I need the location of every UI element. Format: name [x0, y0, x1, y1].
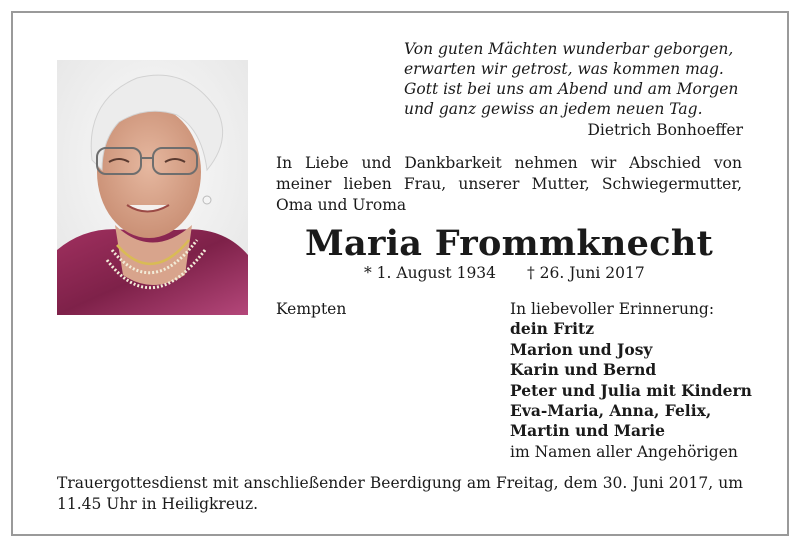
family-member: Peter und Julia mit Kindern: [510, 380, 752, 400]
service-info: Trauergottesdienst mit anschließender Beerdigung am Freitag, dem 30. Juni 2017, um 11.45 Uhr in Heiligkreuz.: [57, 474, 743, 513]
intro-text: In Liebe und Dankbarkeit nehmen wir Abschied von meiner lieben Frau, unserer Mutter, Schwiegermutter, Oma und Uroma: [276, 154, 742, 214]
poem-author: Dietrich Bonhoeffer: [587, 121, 743, 139]
family-list: [510, 299, 752, 462]
family-closing: im Namen aller Angehörigen: [510, 442, 738, 461]
life-dates: [364, 263, 645, 283]
place: Kempten: [276, 300, 347, 318]
family-heading: In liebevoller Erinnerung:: [510, 300, 715, 318]
family-member: dein Fritz: [510, 319, 595, 339]
family-member: Martin und Marie: [510, 421, 665, 441]
poem-line: erwarten wir getrost, was kommen mag.: [404, 60, 724, 78]
family-member: Marion und Josy: [510, 339, 653, 359]
poem-line: Von guten Mächten wunderbar geborgen,: [404, 40, 734, 58]
deceased-name: Maria Frommknecht: [304, 223, 714, 264]
poem-line: und ganz gewiss an jedem neuen Tag.: [404, 100, 703, 118]
birth-date: * 1. August 1934: [364, 264, 497, 282]
family-member: Karin und Bernd: [510, 360, 657, 380]
portrait-photo: [57, 60, 248, 315]
poem: [404, 39, 738, 119]
poem-line: Gott ist bei uns am Abend und am Morgen: [404, 80, 739, 98]
death-date: † 26. Juni 2017: [526, 264, 645, 282]
family-member: Eva-Maria, Anna, Felix,: [510, 401, 712, 421]
